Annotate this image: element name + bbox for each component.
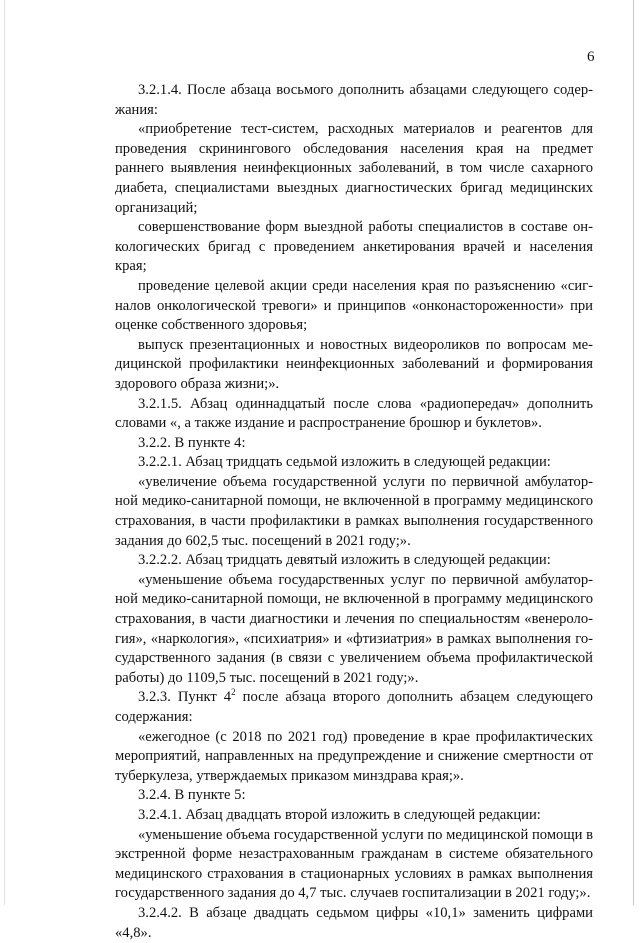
item-323-before: 3.2.3. Пункт 4 <box>138 689 232 706</box>
paragraph-3-2-3 <box>115 688 593 727</box>
paragraph-3-2-2: 3.2.2. В пункте 4: <box>138 434 246 451</box>
paragraph-oncology-teams: совершенствование форм выездной работы специалистов в составе онкологических бригад с проведением анкетирования врачей и населения края; <box>115 219 593 275</box>
item-323-superscript: 2 <box>231 687 236 698</box>
scan-right-edge <box>633 0 634 905</box>
scan-left-edge <box>4 0 5 905</box>
paragraph-3-2-2-2: 3.2.2.2. Абзац тридцать девятый изложить в следующей редакции: <box>138 552 551 569</box>
paragraph-3-2-1-4: 3.2.1.4. После абзаца восьмого дополнить абзацами следующего содержания: <box>115 82 593 118</box>
paragraph-quote-decrease: «уменьшение объема государственных услуг по первичной амбулаторной медико-санитарной помощи, не включенной в программу медицинского страхования, в части диагностики и лечения по специальностям «венерология», «наркология», «психиатрия» и «фтизиатрия» в рамках выполнения государственного задания (в связи с увеличением объема профилактической работы) до 1109,5 тыс. посещений в 2021 году;». <box>115 571 593 686</box>
paragraph-3-2-4-1: 3.2.4.1. Абзац двадцать второй изложить в следующей редакции: <box>138 806 541 823</box>
item-323-after: после абзаца второго дополнить абзацем следующего содержания: <box>115 689 593 725</box>
paragraph-quote-tuberculosis: «ежегодное (с 2018 по 2021 год) проведение в крае профилактических мероприятий, направленных на предупреждение и снижение смертности от туберкулеза, утверждаемых приказом минздрава края;». <box>115 728 593 784</box>
paragraph-3-2-2-1: 3.2.2.1. Абзац тридцать седьмой изложить в следующей редакции: <box>138 454 551 471</box>
paragraph-3-2-4: 3.2.4. В пункте 5: <box>138 787 246 804</box>
paragraph-3-2-4-2: 3.2.4.2. В абзаце двадцать седьмом цифры «10,1» заменить цифрами «4,8». <box>115 904 593 941</box>
document-body <box>115 81 593 943</box>
paragraph-3-2-1-5: 3.2.1.5. Абзац одиннадцатый после слова «радиопередач» дополнить словами «, а также издание и распространение брошюр и буклетов». <box>115 395 593 432</box>
paragraph-quote-test-systems: «приобретение тест-систем, расходных материалов и реагентов для проведения скринингового обследования населения края на предмет раннего выявления неинфекционных заболеваний, в том числе сахарного диабета, специалистами выездных диагностических бригад медицинских организаций; <box>115 121 593 216</box>
paragraph-videos: выпуск презентационных и новостных видеороликов по вопросам медицинской профилактики неинфекционных заболеваний и формирования здорового образа жизни;». <box>115 336 593 392</box>
paragraph-quote-increase: «увеличение объема государственной услуги по первичной амбулаторной медико-санитарной помощи, не включенной в программу медицинского страхования, в части профилактики в рамках выполнения государственного задания до 602,5 тыс. посещений в 2021 году;». <box>115 473 593 549</box>
page-number: 6 <box>587 49 595 65</box>
paragraph-quote-emergency: «уменьшение объема государственной услуги по медицинской помощи в экстренной форме незастрахованным гражданам в системе обязательного медицинского страхования в стационарных условиях в рамках выполнения государственного задания до 4,7 тыс. случаев госпитализации в 2021 году;». <box>115 826 593 902</box>
paragraph-oncology-signals: проведение целевой акции среди населения края по разъяснению «сигналов онкологической тревоги» и принципов «онконастороженности» при оценке собственного здоровья; <box>115 277 593 334</box>
